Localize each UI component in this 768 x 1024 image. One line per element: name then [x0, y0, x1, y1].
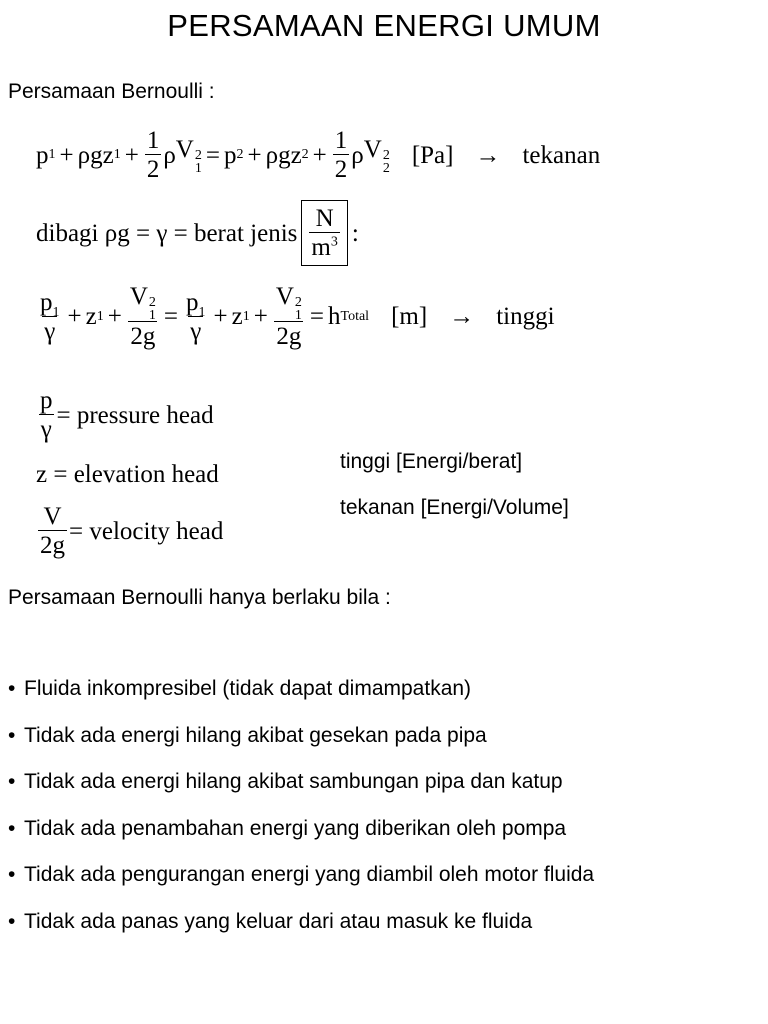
side-note-height: tinggi [Energi/berat]: [340, 450, 523, 473]
pressure-head-definition: $\frac{p}{\gamma}$ = pressure head: [40, 387, 214, 443]
head-label: tinggi: [496, 303, 555, 330]
bernoulli-heading: Persamaan Bernoulli :: [8, 80, 215, 103]
arrow-icon: →: [449, 303, 475, 330]
side-note-pressure: tekanan [Energi/Volume]: [340, 496, 569, 519]
page-title: PERSAMAAN ENERGI UMUM: [167, 8, 601, 43]
bernoulli-head-equation: $\frac{p_1}{\gamma}$ + z 1 + V 2 1 2g = $\frac{p_1}{\gamma}$ + z 1 + V 2 1 2g = h Total [m] → tinggi: [40, 283, 555, 350]
list-item: • Tidak ada energi hilang akibat sambungan pipa dan katup: [8, 767, 594, 814]
head-unit: [m]: [391, 303, 428, 330]
conditions-heading: Persamaan Bernoulli hanya berlaku bila :: [8, 586, 391, 609]
divide-by-specific-weight: dibagi ρg = γ = berat jenis $\frac{N}{m^3}$ :: [36, 200, 359, 266]
bullet-icon: •: [8, 770, 16, 793]
half-fraction: $\frac{1}{2}$: [334, 127, 348, 183]
half-fraction: $\frac{1}{2}$: [146, 127, 160, 183]
bernoulli-pressure-equation: p 1 + ρ g z 1 + $\frac{1}{2}$ ρ V 2 1 = p 2 + ρ g z 2 + $\frac{1}{2}$ ρ V 2 2 [Pa] → tekanan: [36, 127, 601, 183]
list-item: • Tidak ada energi hilang akibat gesekan pada pipa: [8, 721, 594, 768]
bullet-icon: •: [8, 677, 16, 700]
list-item: • Fluida inkompresibel (tidak dapat dimampatkan): [8, 674, 594, 721]
pressure-label: tekanan: [522, 141, 601, 169]
pressure-unit: [Pa]: [411, 141, 454, 169]
conditions-list: [8, 674, 594, 953]
bullet-icon: •: [8, 909, 16, 933]
unit-bracket: $\frac{N}{m^3}$: [301, 200, 347, 266]
list-item: • Tidak ada penambahan energi yang diberikan oleh pompa: [8, 814, 594, 861]
list-item: • Tidak ada pengurangan energi yang diambil oleh motor fluida: [8, 860, 594, 907]
bullet-icon: •: [8, 723, 16, 747]
bullet-icon: •: [8, 816, 16, 840]
velocity-head-definition: $\frac{V}{2g}$ = velocity head: [40, 503, 224, 559]
list-item: • Tidak ada panas yang keluar dari atau masuk ke fluida: [8, 907, 594, 954]
bullet-icon: •: [8, 863, 16, 886]
arrow-icon: →: [475, 141, 501, 169]
elevation-head-definition: z = elevation head: [36, 461, 219, 488]
